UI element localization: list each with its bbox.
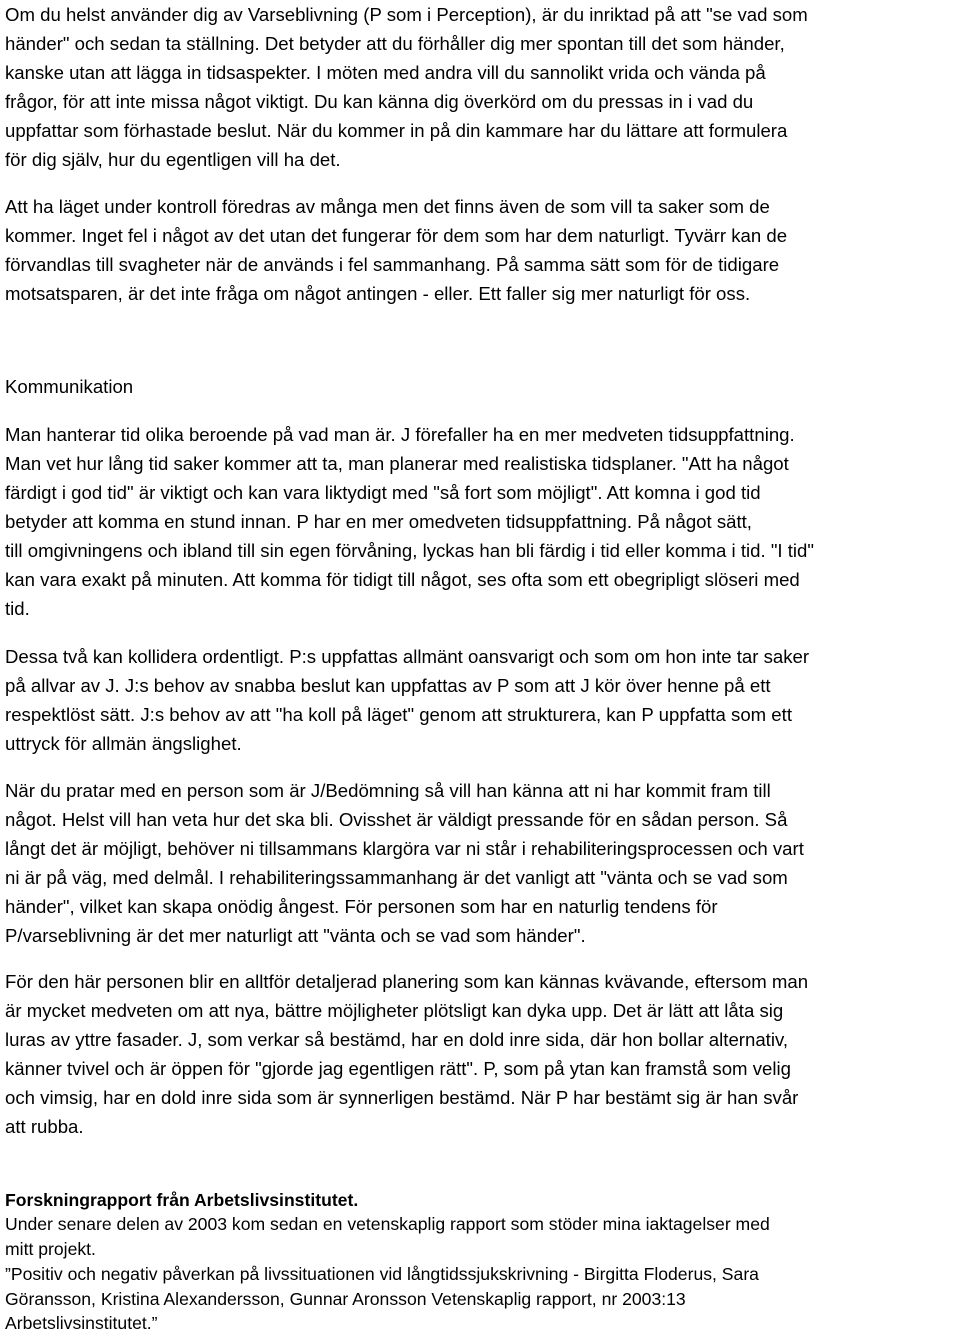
paragraph-kollidera: Dessa två kan kollidera ordentligt. P:s uppfattas allmänt oansvarigt och som om hon inte tar saker på allvar av J. J:s behov av snabba beslut kan uppfattas av P som att J kör över henne på ett respektlöst sätt. J:s behov av att "ha koll på läget" genom att strukturera, kan P uppfatta som ett uttryck för allmän ängslighet. xyxy=(5,646,810,754)
paragraph-kontroll: Att ha läget under kontroll föredras av många men det finns även de som vill ta saker som de kommer. Inget fel i något av det utan det fungerar för dem som har dem naturligt. Tyvärr kan de förvandlas till svagheter när de används i fel sammanhang. På samma sätt som för de tidigare motsatsparen, är det inte fråga om något antingen - eller. Ett faller sig mer naturligt för oss. xyxy=(5,196,788,304)
paragraph-varseblivning: Om du helst använder dig av Varseblivning (P som i Perception), är du inriktad på att "se vad som händer" och sedan ta ställning. Det betyder att du förhåller dig mer spontan till det som händer, kanske utan att lägga in tidsaspekter. I möten med andra vill du sannolikt vrida och vända på frågor, för att inte missa något viktigt. Du kan känna dig överkörd om du pressas in i vad du uppfattar som förhastade beslut. När du kommer in på din kammare har du lättare att formulera för dig själv, hur du egentligen vill ha det. xyxy=(5,4,808,170)
section-heading-kommunikation: Kommunikation xyxy=(5,376,134,397)
paragraph-bedomning: När du pratar med en person som är J/Bedömning så vill han känna att ni har kommit fram till något. Helst vill han veta hur det ska bli. Ovisshet är väldigt pressande för en sådan person. Så långt det är möjligt, behöver ni tillsammans klargöra var ni står i rehabiliteringsprocessen och vart ni är på väg, med delmål. I rehabiliteringssammanhang är det vanligt att "vänta och se vad som händer", vilket kan skapa onödig ångest. För personen som har en naturlig tendens för P/varseblivning är det mer naturligt att "vänta och se vad som händer". xyxy=(5,780,804,946)
paragraph-rapport-intro: Under senare delen av 2003 kom sedan en vetenskaplig rapport som stöder mina iaktagelser med mitt projekt. xyxy=(5,1214,770,1259)
paragraph-planering: För den här personen blir en alltför detaljerad planering som kan kännas kvävande, eftersom man är mycket medveten om att nya, bättre möjligheter plötsligt kan dyka upp. Det är lätt att låta sig luras av yttre fasader. J, som verkar så bestämd, har en dold inre sida, där hon bollar alternativ, känner tvivel och är öppen för "gjorde jag egentligen rätt". P, som på ytan kan framstå som velig och vimsig, har en dold inre sida som är synnerligen bestämd. När P har bestämt sig är han svår att rubba. xyxy=(5,971,809,1137)
paragraph-tidsuppfattning: Man hanterar tid olika beroende på vad man är. J förefaller ha en mer medveten tidsuppfattning. Man vet hur lång tid saker kommer att ta, man planerar med realistiska tidsplaner. "Att ha något färdigt i god tid" är viktigt och kan vara liktydigt med "så fort som möjligt". Att komna i god tid betyder att komma en stund innan. P har en mer omedveten tidsuppfattning. På något sätt, till omgivningens och ibland till sin egen förvåning, lyckas han bli färdig i tid eller komma i tid. "I tid" kan vara exakt på minuten. Att komma för tidigt till något, ses ofta som ett obegripligt slöseri med tid. xyxy=(5,424,814,619)
paragraph-rapport-citation: ”Positiv och negativ påverkan på livssituationen vid långtidssjukskrivning - Birgitta Floderus, Sara Göransson, Kristina Alexandersson, Gunnar Aronsson Vetenskaplig rapport, nr 2003:13 Arbetslivsinstitutet.” xyxy=(5,1264,759,1333)
section-heading-forskningrapport: Forskningrapport från Arbetslivsinstitutet. xyxy=(5,1190,359,1210)
